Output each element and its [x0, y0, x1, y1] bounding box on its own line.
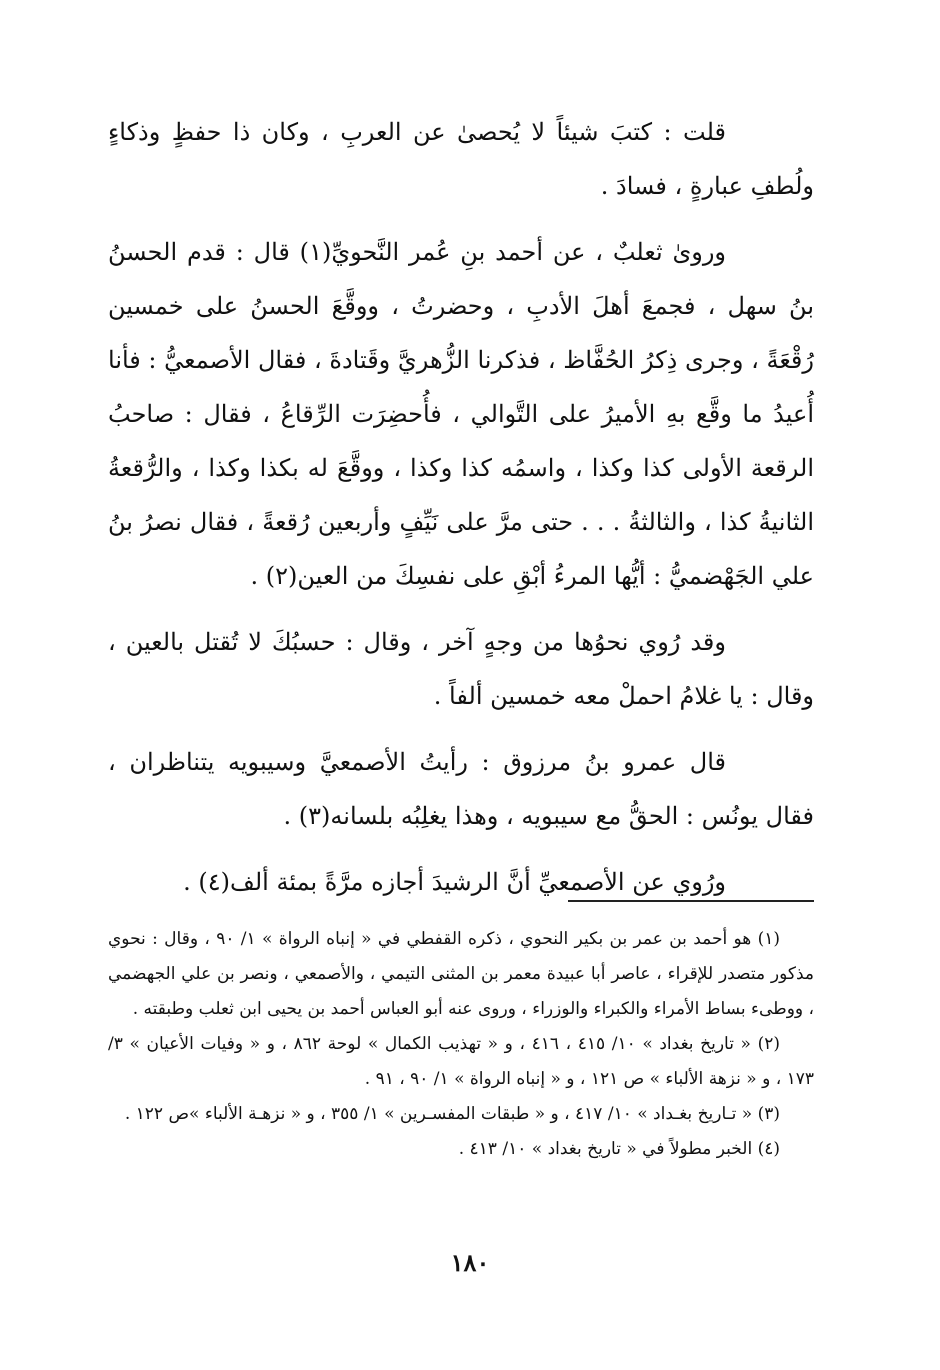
footnote-3: (٣) « تـاريخ بغـداد » ١٠/ ٤١٧ ، و « طبقات المفسـرين » ١/ ٣٥٥ ، و « نزهـة الألباء »ص ١٢٢ .: [124, 1104, 780, 1124]
paragraph-5: ورُوي عن الأصمعيِّ أنَّ الرشيدَ أجازه مرَّةً بمئة ألف(٤) .: [183, 868, 726, 896]
footnote-4: (٤) الخبر مطولاً في « تاريخ بغداد » ١٠/ ٤١٣ .: [458, 1139, 780, 1159]
paragraph-3: وقد رُوي نحوُها من وجهٍ آخر ، وقال : حسبُكَ لا تُقتل بالعين ، وقال : يا غلامُ احملْ معه خمسين ألفاً .: [108, 628, 814, 710]
page-number: ١٨٠: [450, 1248, 490, 1277]
footnote-separator: [568, 900, 814, 902]
footnotes: [108, 922, 814, 1167]
paragraph-1: قلت : كتبَ شيئاً لا يُحصىٰ عن العربِ ، وكان ذا حفظٍ وذكاءٍ ولُطفِ عبارةٍ ، فسادَ .: [108, 118, 814, 200]
paragraph-4: قال عمرو بنُ مرزوق : رأيتُ الأصمعيَّ وسيبويه يتناظران ، فقال يونُس : الحقُّ مع سيبويه ، وهذا يغلِبُه بلسانه(٣) .: [108, 748, 814, 830]
footnote-1: (١) هو أحمد بن عمر بن بكير النحوي ، ذكره القفطي في « إنباه الرواة » ١/ ٩٠ ، وقال : نحوي مذكور متصدر للإقراء ، عاصر أبا عبيدة معمر بن المثنى التيمي ، والأصمعي ، ونصر بن علي الجهضمي ، ووطىء بساط الأمراء والكبراء والوزراء ، وروى عنه أبو العباس أحمد بن يحيى ابن ثعلب وطبقته .: [108, 929, 814, 1019]
paragraph-2: وروىٰ ثعلبٌ ، عن أحمد بنِ عُمر النَّحويِّ(١) قال : قدم الحسنُ بنُ سهل ، فجمعَ أهلَ الأدبِ ، وحضرتُ ، ووقَّعَ الحسنُ على خمسين رُقْعَةً ، وجرى ذِكرُ الحُفَّاظ ، فذكرنا الزُّهريَّ وقَتادةَ ، فقال الأصمعيُّ : فأنا أُعيدُ ما وقَّع بهِ الأميرُ على التَّوالي ، فأُحضِرَت الرِّقاعُ ، فقال : صاحبُ الرقعة الأولى كذا وكذا ، واسمُه كذا وكذا ، ووقَّعَ له بكذا وكذا ، والرُّقعةُ الثانيةُ كذا ، والثالثةُ . . . حتى مرَّ على نَيِّفٍ وأربعين رُقعةً ، فقال نصرُ بنُ علي الجَهْضميُّ : أيُّها المرءُ أبْقِ على نفسِكَ من العين(٢) .: [108, 238, 814, 590]
footnote-2: (٢) « تاريخ بغداد » ١٠/ ٤١٥ ، ٤١٦ ، و « تهذيب الكمال » لوحة ٨٦٢ ، و « وفيات الأعيان » ٣/ ١٧٣ ، و « نزهة الألباء » ص ١٢١ ، و « إنباه الرواة » ١/ ٩٠ ، ٩١ .: [108, 1034, 814, 1089]
main-text: [108, 105, 814, 921]
